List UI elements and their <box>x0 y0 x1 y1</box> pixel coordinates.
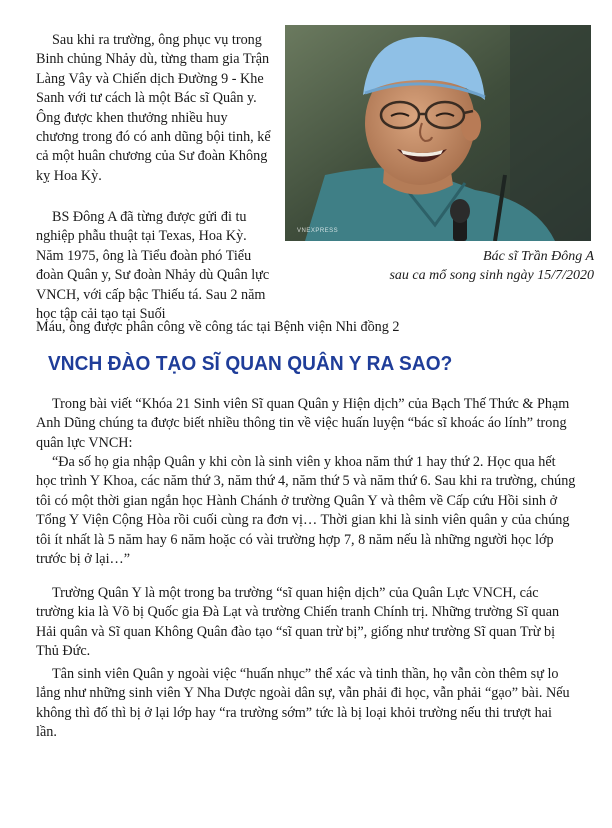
caption-name: Bác sĩ Trần Đông A <box>483 249 594 264</box>
photo-watermark: VNEXPRESS <box>297 228 339 234</box>
caption-date: sau ca mổ song sinh ngày 15/7/2020 <box>389 267 594 283</box>
section-heading: VNCH ĐÀO TẠO SĨ QUAN QUÂN Y RA SAO? <box>48 352 453 375</box>
paragraph-quote: “Đa số họ gia nhập Quân y khi còn là sinh viên y khoa năm thứ 1 hay thứ 2. Học qua hết học trình Y Khoa, các năm thứ 3, năm thứ 4, năm thứ 5 và năm thứ 6. Sau khi ra trường, chúng tôi có một thời gian ngắn học Hành Chánh ở trường Quân Y và thêm về Cấp cứu Hồi sinh ở Tổng Y Viện Cộng Hòa rồi cuối cùng ra đơn vị… Thời gian khi là sinh viên quân y của chúng tôi ít nhất là 5 năm hay 6 năm hoặc có vài trường hợp 7, 8 năm nếu là những người học lớp trước bị ở lại…” <box>36 454 576 568</box>
paragraph-training-texas: BS Đông A đã từng được gửi đi tu nghiệp phẫu thuật tại Texas, Hoa Kỳ. Năm 1975, ông là Tiểu đoàn phó Tiểu đoàn Quân y, Sư đoàn Nhảy dù Quân lực VNCH, với cấp bậc Thiếu tá. Sau 2 năm học tập cải tạo tại Suối <box>36 209 270 323</box>
paragraph-cadets: Tân sinh viên Quân y ngoài việc “huấn nhục” thể xác và tinh thần, họ vẫn còn thêm sự lo lắng như những sinh viên Y Nha Dược ngoài dân sự, vẫn phải đi học, vẫn phải “gạo” bài. Nếu không thì đố thì bị ở lại lớp hay “ra trường sớm” tức là bị loại khỏi trường nếu thi trượt hai lần. <box>36 666 570 741</box>
portrait-photo <box>285 25 591 241</box>
photo-caption <box>320 248 594 285</box>
paragraph-source: Trong bài viết “Khóa 21 Sinh viên Sĩ quan Quân y Hiện dịch” của Bạch Thế Thức & Phạm Anh Dũng chúng ta được biết nhiều thông tin về việc huấn luyện “bác sĩ khoác áo lính” trong quân lực VNCH: <box>36 396 570 451</box>
paragraph-schools: Trường Quân Y là một trong ba trường “sĩ quan hiện dịch” của Quân Lực VNCH, các trường kia là Võ bị Quốc gia Đà Lạt và trường Chiến tranh Chính trị. Những trường Sĩ quan Hải quân và Sĩ quan Không Quân đào tạo “sĩ quan trừ bị”, giống như trường Sĩ quan Trừ bị Thủ Đức. <box>36 585 560 660</box>
portrait-illustration <box>285 25 591 241</box>
paragraph-training-texas-continued: Máu, ông được phân công về công tác tại Bệnh viện Nhi đồng 2 <box>36 319 400 335</box>
paragraph-service: Sau khi ra trường, ông phục vụ trong Binh chủng Nhảy dù, từng tham gia Trận Làng Vây và Chiến dịch Đường 9 - Khe Sanh với tư cách là một Bác sĩ Quân y. Ông được khen thưởng nhiều huy chương trong đó có anh dũng bội tinh, kể cả một huân chương của Sư đoàn Không kỵ Hoa Kỳ. <box>36 32 271 184</box>
